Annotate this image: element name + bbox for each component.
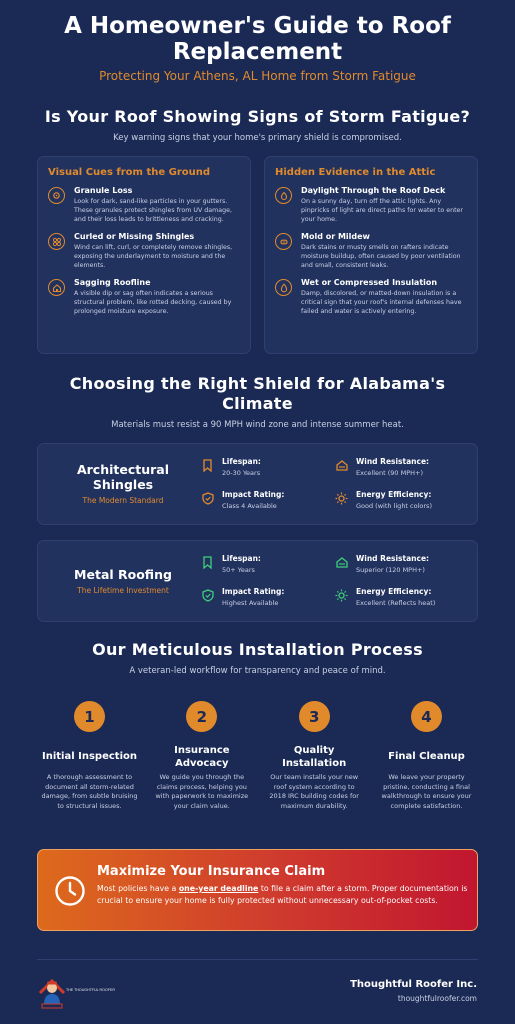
- wind-shield-icon: [335, 459, 348, 472]
- attr-label: Impact Rating:: [222, 490, 285, 499]
- attic-evidence-card: [264, 156, 478, 354]
- sign-item: [275, 186, 467, 224]
- header: [0, 0, 515, 83]
- process-steps: [36, 701, 480, 811]
- step-title: Final Cleanup: [388, 751, 465, 762]
- step-number: 1: [74, 701, 105, 732]
- material-card-metal: [37, 540, 478, 622]
- sun-icon: [335, 492, 348, 505]
- sign-item: [48, 278, 240, 316]
- brand-block: [350, 979, 477, 1003]
- attr-label: Energy Efficiency:: [356, 490, 432, 499]
- attr-label: Wind Resistance:: [356, 457, 430, 466]
- signs-lead: Key warning signs that your home's primary shield is compromised.: [113, 133, 402, 143]
- sign-title: Mold or Mildew: [301, 232, 370, 241]
- footer-divider: [37, 959, 478, 960]
- step-title: Quality Installation: [282, 744, 347, 769]
- material-card-shingles: [37, 443, 478, 525]
- step-text: A thorough assessment to document all storm-related damage, from subtle bruising to structural issues.: [41, 773, 138, 810]
- sun-icon: [335, 589, 348, 602]
- sign-text: Wind can lift, curl, or completely remove shingles, exposing the underlayment to moisture and the elements.: [74, 244, 233, 269]
- materials-heading: Choosing the Right Shield for Alabama's Climate: [69, 374, 446, 413]
- sign-item: [275, 278, 467, 316]
- sun-icon: [275, 187, 292, 204]
- step-number: 3: [299, 701, 330, 732]
- banner-title: Maximize Your Insurance Claim: [97, 864, 326, 879]
- sign-item: [275, 232, 467, 270]
- step-title: Insurance Advocacy: [174, 744, 230, 769]
- mold-icon: [275, 233, 292, 250]
- page-subtitle: Protecting Your Athens, AL Home from Storm Fatigue: [99, 69, 416, 83]
- material-tagline: The Lifetime Investment: [77, 586, 169, 595]
- energy-attr: [335, 587, 465, 607]
- banner-deadline: one-year deadline: [178, 884, 259, 893]
- sign-item: [48, 232, 240, 270]
- impact-attr: [201, 587, 331, 607]
- attr-value: Excellent (Reflects heat): [356, 599, 436, 607]
- wind-shield-icon: [335, 556, 348, 569]
- warning-signs: [37, 156, 478, 354]
- step-number: 4: [411, 701, 442, 732]
- shield-check-icon: [201, 589, 214, 602]
- attic-evidence-title: Hidden Evidence in the Attic: [275, 167, 436, 178]
- ground-cues-title: Visual Cues from the Ground: [48, 167, 211, 178]
- sign-title: Wet or Compressed Insulation: [301, 278, 438, 287]
- step-number: 2: [186, 701, 217, 732]
- attr-value: Class 4 Available: [222, 502, 277, 510]
- process-heading: Our Meticulous Installation Process: [92, 640, 423, 659]
- sign-text: Look for dark, sand-like particles in your gutters. These granules protect shingles from UV damage, and their loss leads to brittleness and cracking.: [74, 198, 232, 223]
- attr-value: 50+ Years: [222, 566, 255, 574]
- process-step: [261, 701, 368, 811]
- droplet-icon: [275, 279, 292, 296]
- process-lead: A veteran-led workflow for transparency and peace of mind.: [129, 666, 386, 676]
- attr-value: Highest Available: [222, 599, 279, 607]
- process-heading-block: [0, 640, 515, 676]
- materials-lead: Materials must resist a 90 MPH wind zone and intense summer heat.: [111, 420, 404, 430]
- attr-value: 20-30 Years: [222, 469, 261, 477]
- attr-label: Lifespan:: [222, 457, 261, 466]
- granule-icon: [48, 187, 65, 204]
- company-name: Thoughtful Roofer Inc.: [350, 979, 477, 990]
- step-text: Our team installs your new roof system according to 2018 IRC building codes for maximum durability.: [269, 773, 359, 810]
- sign-text: On a sunny day, turn off the attic lights. Any pinpricks of light are direct paths for water to enter your home.: [301, 198, 464, 223]
- signs-heading: Is Your Roof Showing Signs of Storm Fatigue?: [44, 107, 471, 126]
- sign-title: Curled or Missing Shingles: [74, 232, 195, 241]
- step-text: We guide you through the claims process, helping you with paperwork to maximize your claim value.: [155, 773, 249, 810]
- signs-heading-block: [0, 107, 515, 143]
- shingle-icon: [48, 233, 65, 250]
- logo-text: THE THOUGHTFUL ROOFER: [66, 988, 115, 992]
- sign-item: [48, 186, 240, 224]
- company-url[interactable]: thoughtfulroofer.com: [397, 994, 477, 1003]
- sign-text: A visible dip or sag often indicates a serious structural problem, like rotted decking, caused by prolonged moisture exposure.: [74, 290, 232, 315]
- wind-attr: [335, 457, 465, 477]
- company-logo: [38, 971, 115, 1011]
- attr-label: Impact Rating:: [222, 587, 285, 596]
- bookmark-icon: [201, 556, 214, 569]
- attr-label: Lifespan:: [222, 554, 261, 563]
- sign-title: Daylight Through the Roof Deck: [301, 186, 446, 195]
- attr-value: Superior (120 MPH+): [356, 566, 425, 574]
- sign-text: Damp, discolored, or matted-down insulation is a critical sign that your roof's internal defenses have failed and water is actively entering.: [301, 290, 462, 315]
- attr-label: Wind Resistance:: [356, 554, 430, 563]
- banner-text: [97, 883, 469, 906]
- bookmark-icon: [201, 459, 214, 472]
- material-name: Metal Roofing: [74, 567, 172, 582]
- banner-text-end: to file a claim after a storm. Proper documentation is crucial to ensure your home is fully protected without unnecessary out-of-pocket costs.: [97, 884, 468, 905]
- sign-title: Sagging Roofline: [74, 278, 151, 287]
- shield-check-icon: [201, 492, 214, 505]
- attr-value: Excellent (90 MPH+): [356, 469, 424, 477]
- attr-value: Good (with light colors): [356, 502, 432, 510]
- material-name: Architectural Shingles: [76, 462, 170, 492]
- clock-icon: [54, 875, 86, 907]
- impact-attr: [201, 490, 331, 510]
- process-step: [373, 701, 480, 811]
- lifespan-attr: [201, 457, 331, 477]
- wind-attr: [335, 554, 465, 574]
- sign-title: Granule Loss: [74, 186, 133, 195]
- banner-text-start: Most policies have a: [97, 884, 179, 893]
- page-title: A Homeowner's Guide to Roof Replacement: [64, 13, 451, 65]
- materials-heading-block: [0, 374, 515, 430]
- energy-attr: [335, 490, 465, 510]
- attr-label: Energy Efficiency:: [356, 587, 432, 596]
- step-title: Initial Inspection: [42, 751, 137, 762]
- house-icon: [48, 279, 65, 296]
- material-tagline: The Modern Standard: [82, 496, 164, 505]
- insurance-banner: [37, 849, 478, 931]
- process-step: [148, 701, 255, 811]
- process-step: [36, 701, 143, 811]
- sign-text: Dark stains or musty smells on rafters indicate moisture buildup, often caused by poor ventilation and small, consistent leaks.: [301, 244, 461, 269]
- ground-cues-card: [37, 156, 251, 354]
- step-text: We leave your property pristine, conducting a final walkthrough to ensure your complete satisfaction.: [381, 773, 472, 810]
- lifespan-attr: [201, 554, 331, 574]
